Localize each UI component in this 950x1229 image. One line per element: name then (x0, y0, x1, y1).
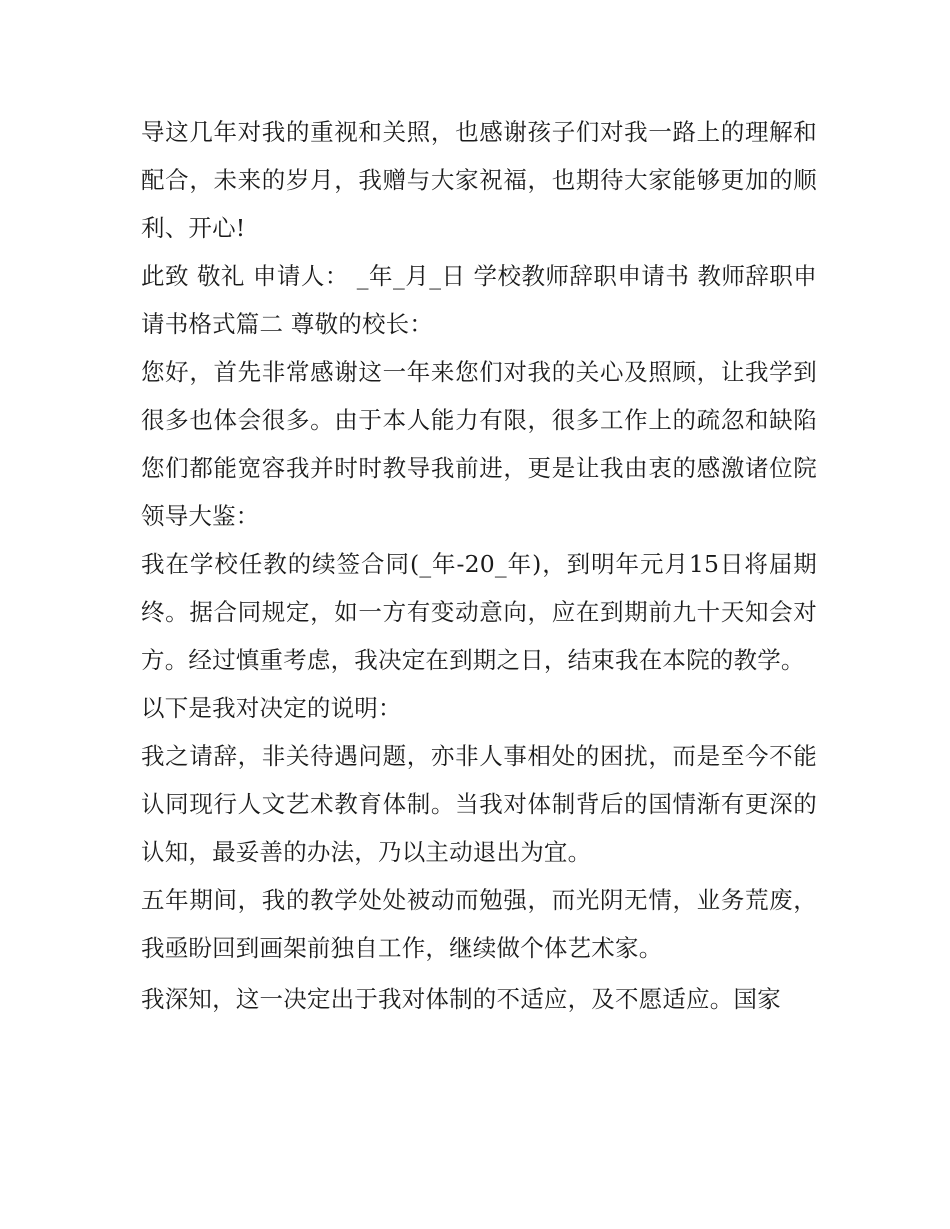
paragraph-8: 我深知，这一决定出于我对体制的不适应，及不愿适应。国家 (141, 985, 781, 1013)
paragraph-4: 我在学校任教的续签合同(_年-20_年)，到明年元月15日将届期终。据合同规定，如一方有变动意向，应在到期前九十天知会对方。经过慎重考虑，我决定在到期之日，结束我在本院的教学。 (141, 550, 817, 674)
paragraph-5: 以下是我对决定的说明： (141, 694, 402, 722)
paragraph-6: 我之请辞，非关待遇问题，亦非人事相处的困扰，而是至今不能认同现行人文艺术教育体制。当我对体制背后的国情渐有更深的认知，最妥善的办法，乃以主动退出为宜。 (141, 742, 817, 866)
paragraph-7: 五年期间，我的教学处处被动而勉强，而光阴无情，业务荒废，我亟盼回到画架前独自工作，继续做个体艺术家。 (141, 886, 817, 962)
paragraph-2: 此致 敬礼 申请人： _年_月_日 学校教师辞职申请书 教师辞职申请书格式篇二 尊敬的校长： (141, 262, 817, 338)
paragraph-1: 导这几年对我的重视和关照，也感谢孩子们对我一路上的理解和配合，未来的岁月，我赠与大家祝福，也期待大家能够更加的顺利、开心! (141, 118, 817, 242)
paragraph-3: 您好，首先非常感谢这一年来您们对我的关心及照顾，让我学到很多也体会很多。由于本人能力有限，很多工作上的疏忽和缺陷您们都能宽容我并时时教导我前进，更是让我由衷的感激诸位院领导大鉴： (141, 358, 817, 530)
document-body (141, 108, 817, 1023)
